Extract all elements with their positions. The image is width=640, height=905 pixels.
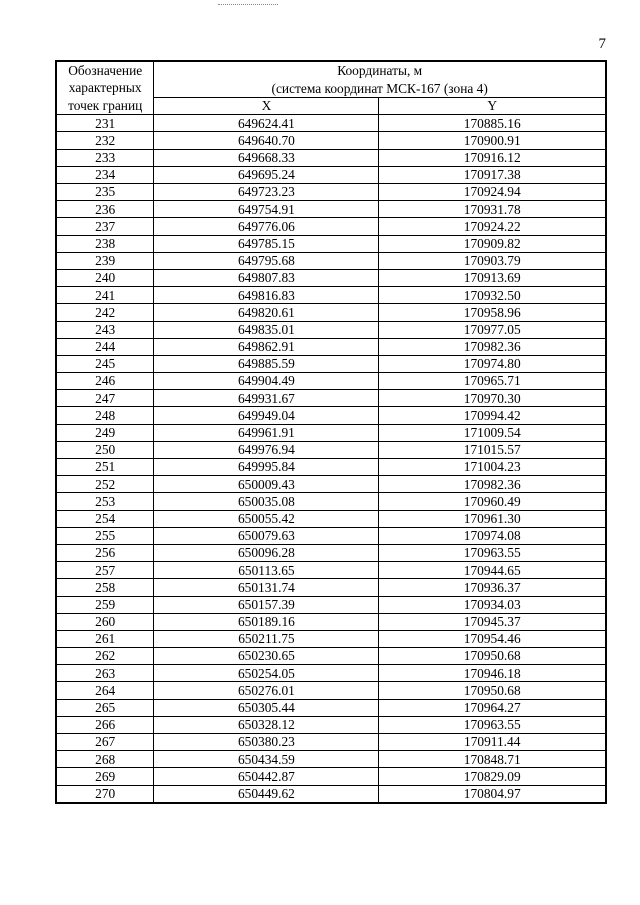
- y-coordinate-cell: 170932.50: [379, 287, 606, 304]
- table-row: [56, 115, 606, 132]
- coordinates-header-line1: Координаты, м: [337, 63, 423, 79]
- point-cell: 231: [56, 115, 154, 132]
- point-cell: 258: [56, 579, 154, 596]
- x-coordinate-cell: 650449.62: [154, 785, 379, 803]
- table-row: [56, 648, 606, 665]
- table-row: [56, 596, 606, 613]
- point-cell: 256: [56, 544, 154, 561]
- table-row: [56, 716, 606, 733]
- table-row: [56, 476, 606, 493]
- point-cell: 259: [56, 596, 154, 613]
- coordinates-header-line2: (система координат МСК-167 (зона 4): [271, 80, 488, 96]
- y-coordinate-cell: 170946.18: [379, 665, 606, 682]
- y-coordinate-cell: 170974.80: [379, 355, 606, 372]
- y-coordinate-cell: 171009.54: [379, 424, 606, 441]
- point-cell: 251: [56, 459, 154, 476]
- x-coordinate-cell: 649624.41: [154, 115, 379, 132]
- table-row: [56, 785, 606, 803]
- table-row: [56, 338, 606, 355]
- y-coordinate-cell: 170944.65: [379, 562, 606, 579]
- y-coordinate-cell: 170994.42: [379, 407, 606, 424]
- point-cell: 254: [56, 510, 154, 527]
- point-cell: 240: [56, 269, 154, 286]
- table-row: [56, 544, 606, 561]
- y-coordinate-cell: 170963.55: [379, 716, 606, 733]
- table-row: [56, 441, 606, 458]
- y-coordinate-cell: 170848.71: [379, 751, 606, 768]
- page-number: 7: [598, 36, 606, 52]
- y-coordinate-cell: 170960.49: [379, 493, 606, 510]
- point-cell: 255: [56, 527, 154, 544]
- point-cell: 247: [56, 390, 154, 407]
- table-row: [56, 269, 606, 286]
- coordinates-table: [55, 60, 607, 804]
- table-row: [56, 682, 606, 699]
- y-coordinate-cell: 170970.30: [379, 390, 606, 407]
- x-coordinate-cell: 650157.39: [154, 596, 379, 613]
- scan-mark: [218, 0, 278, 5]
- point-cell: 250: [56, 441, 154, 458]
- x-coordinate-cell: 649668.33: [154, 149, 379, 166]
- point-cell: 235: [56, 184, 154, 201]
- table-row: [56, 459, 606, 476]
- y-coordinate-cell: 170829.09: [379, 768, 606, 785]
- point-cell: 233: [56, 149, 154, 166]
- x-coordinate-cell: 650305.44: [154, 699, 379, 716]
- point-header-line3: точек границ: [68, 97, 143, 113]
- point-cell: 238: [56, 235, 154, 252]
- point-cell: 264: [56, 682, 154, 699]
- point-cell: 239: [56, 252, 154, 269]
- table-row: [56, 562, 606, 579]
- point-cell: 261: [56, 630, 154, 647]
- x-coordinate-cell: 649816.83: [154, 287, 379, 304]
- x-coordinate-cell: 649754.91: [154, 201, 379, 218]
- coordinates-header: [154, 61, 606, 98]
- table-row: [56, 630, 606, 647]
- table-row: [56, 149, 606, 166]
- x-coordinate-cell: 649885.59: [154, 355, 379, 372]
- table-row: [56, 493, 606, 510]
- y-coordinate-cell: 170924.22: [379, 218, 606, 235]
- y-coordinate-cell: 170885.16: [379, 115, 606, 132]
- point-header-line2: характерных: [68, 80, 142, 96]
- table-row: [56, 579, 606, 596]
- y-coordinate-cell: 171004.23: [379, 459, 606, 476]
- x-coordinate-cell: 649976.94: [154, 441, 379, 458]
- y-coordinate-cell: 170917.38: [379, 166, 606, 183]
- table-row: [56, 252, 606, 269]
- table-row: [56, 407, 606, 424]
- y-coordinate-cell: 170931.78: [379, 201, 606, 218]
- x-coordinate-cell: 649723.23: [154, 184, 379, 201]
- point-cell: 265: [56, 699, 154, 716]
- x-coordinate-cell: 649776.06: [154, 218, 379, 235]
- x-coordinate-cell: 649820.61: [154, 304, 379, 321]
- point-cell: 253: [56, 493, 154, 510]
- y-coordinate-cell: 170977.05: [379, 321, 606, 338]
- x-coordinate-cell: 649785.15: [154, 235, 379, 252]
- table-row: [56, 510, 606, 527]
- x-coordinate-cell: 649795.68: [154, 252, 379, 269]
- table-row: [56, 184, 606, 201]
- table-row: [56, 699, 606, 716]
- x-coordinate-cell: 649904.49: [154, 373, 379, 390]
- table-row: [56, 166, 606, 183]
- y-coordinate-cell: 170958.96: [379, 304, 606, 321]
- x-coordinate-cell: 650230.65: [154, 648, 379, 665]
- point-cell: 262: [56, 648, 154, 665]
- y-coordinate-cell: 170916.12: [379, 149, 606, 166]
- x-coordinate-cell: 649949.04: [154, 407, 379, 424]
- x-coordinate-cell: 650380.23: [154, 734, 379, 751]
- table-row: [56, 734, 606, 751]
- x-coordinate-cell: 650131.74: [154, 579, 379, 596]
- table-row: [56, 751, 606, 768]
- y-coordinate-cell: 170903.79: [379, 252, 606, 269]
- table-row: [56, 218, 606, 235]
- point-cell: 245: [56, 355, 154, 372]
- point-cell: 236: [56, 201, 154, 218]
- point-cell: 243: [56, 321, 154, 338]
- y-coordinate-cell: 170982.36: [379, 338, 606, 355]
- x-coordinate-cell: 650276.01: [154, 682, 379, 699]
- table-body: [56, 115, 606, 803]
- table-row: [56, 424, 606, 441]
- x-coordinate-cell: 649961.91: [154, 424, 379, 441]
- y-coordinate-cell: 170900.91: [379, 132, 606, 149]
- point-cell: 260: [56, 613, 154, 630]
- x-coordinate-cell: 650113.65: [154, 562, 379, 579]
- y-coordinate-cell: 170950.68: [379, 682, 606, 699]
- point-cell: 237: [56, 218, 154, 235]
- y-coordinate-cell: 170963.55: [379, 544, 606, 561]
- point-cell: 244: [56, 338, 154, 355]
- table-row: [56, 235, 606, 252]
- x-coordinate-cell: 650055.42: [154, 510, 379, 527]
- table-row: [56, 287, 606, 304]
- table-row: [56, 373, 606, 390]
- point-cell: 248: [56, 407, 154, 424]
- y-coordinate-cell: 170936.37: [379, 579, 606, 596]
- table-row: [56, 527, 606, 544]
- y-coordinate-cell: 171015.57: [379, 441, 606, 458]
- point-cell: 268: [56, 751, 154, 768]
- x-coordinate-cell: 649807.83: [154, 269, 379, 286]
- table-row: [56, 321, 606, 338]
- y-coordinate-cell: 170974.08: [379, 527, 606, 544]
- point-cell: 257: [56, 562, 154, 579]
- table-row: [56, 613, 606, 630]
- y-coordinate-cell: 170964.27: [379, 699, 606, 716]
- table-row: [56, 355, 606, 372]
- point-cell: 242: [56, 304, 154, 321]
- x-coordinate-cell: 650254.05: [154, 665, 379, 682]
- y-coordinate-cell: 170804.97: [379, 785, 606, 803]
- y-coordinate-cell: 170909.82: [379, 235, 606, 252]
- y-coordinate-cell: 170961.30: [379, 510, 606, 527]
- x-coordinate-cell: 650009.43: [154, 476, 379, 493]
- point-cell: 249: [56, 424, 154, 441]
- y-coordinate-cell: 170950.68: [379, 648, 606, 665]
- point-column-header: [56, 61, 154, 115]
- y-coordinate-cell: 170945.37: [379, 613, 606, 630]
- point-cell: 266: [56, 716, 154, 733]
- point-header-line1: Обозначение: [68, 63, 143, 78]
- x-coordinate-cell: 650096.28: [154, 544, 379, 561]
- table-row: [56, 201, 606, 218]
- x-coordinate-cell: 650328.12: [154, 716, 379, 733]
- point-cell: 246: [56, 373, 154, 390]
- x-coordinate-cell: 650434.59: [154, 751, 379, 768]
- x-coordinate-cell: 649862.91: [154, 338, 379, 355]
- point-cell: 267: [56, 734, 154, 751]
- x-coordinate-cell: 650442.87: [154, 768, 379, 785]
- point-cell: 269: [56, 768, 154, 785]
- point-cell: 252: [56, 476, 154, 493]
- point-cell: 270: [56, 785, 154, 803]
- x-coordinate-cell: 649995.84: [154, 459, 379, 476]
- y-coordinate-cell: 170954.46: [379, 630, 606, 647]
- point-cell: 232: [56, 132, 154, 149]
- x-coordinate-cell: 650079.63: [154, 527, 379, 544]
- table-row: [56, 390, 606, 407]
- y-coordinate-cell: 170965.71: [379, 373, 606, 390]
- y-column-header: Y: [379, 98, 606, 115]
- table-row: [56, 665, 606, 682]
- y-coordinate-cell: 170913.69: [379, 269, 606, 286]
- x-coordinate-cell: 650189.16: [154, 613, 379, 630]
- point-cell: 263: [56, 665, 154, 682]
- table-row: [56, 132, 606, 149]
- x-coordinate-cell: 650035.08: [154, 493, 379, 510]
- y-coordinate-cell: 170924.94: [379, 184, 606, 201]
- x-column-header: X: [154, 98, 379, 115]
- y-coordinate-cell: 170911.44: [379, 734, 606, 751]
- table-row: [56, 304, 606, 321]
- table-header: [56, 61, 606, 115]
- x-coordinate-cell: 649695.24: [154, 166, 379, 183]
- table-row: [56, 768, 606, 785]
- y-coordinate-cell: 170934.03: [379, 596, 606, 613]
- point-cell: 241: [56, 287, 154, 304]
- y-coordinate-cell: 170982.36: [379, 476, 606, 493]
- x-coordinate-cell: 650211.75: [154, 630, 379, 647]
- x-coordinate-cell: 649835.01: [154, 321, 379, 338]
- point-cell: 234: [56, 166, 154, 183]
- x-coordinate-cell: 649931.67: [154, 390, 379, 407]
- x-coordinate-cell: 649640.70: [154, 132, 379, 149]
